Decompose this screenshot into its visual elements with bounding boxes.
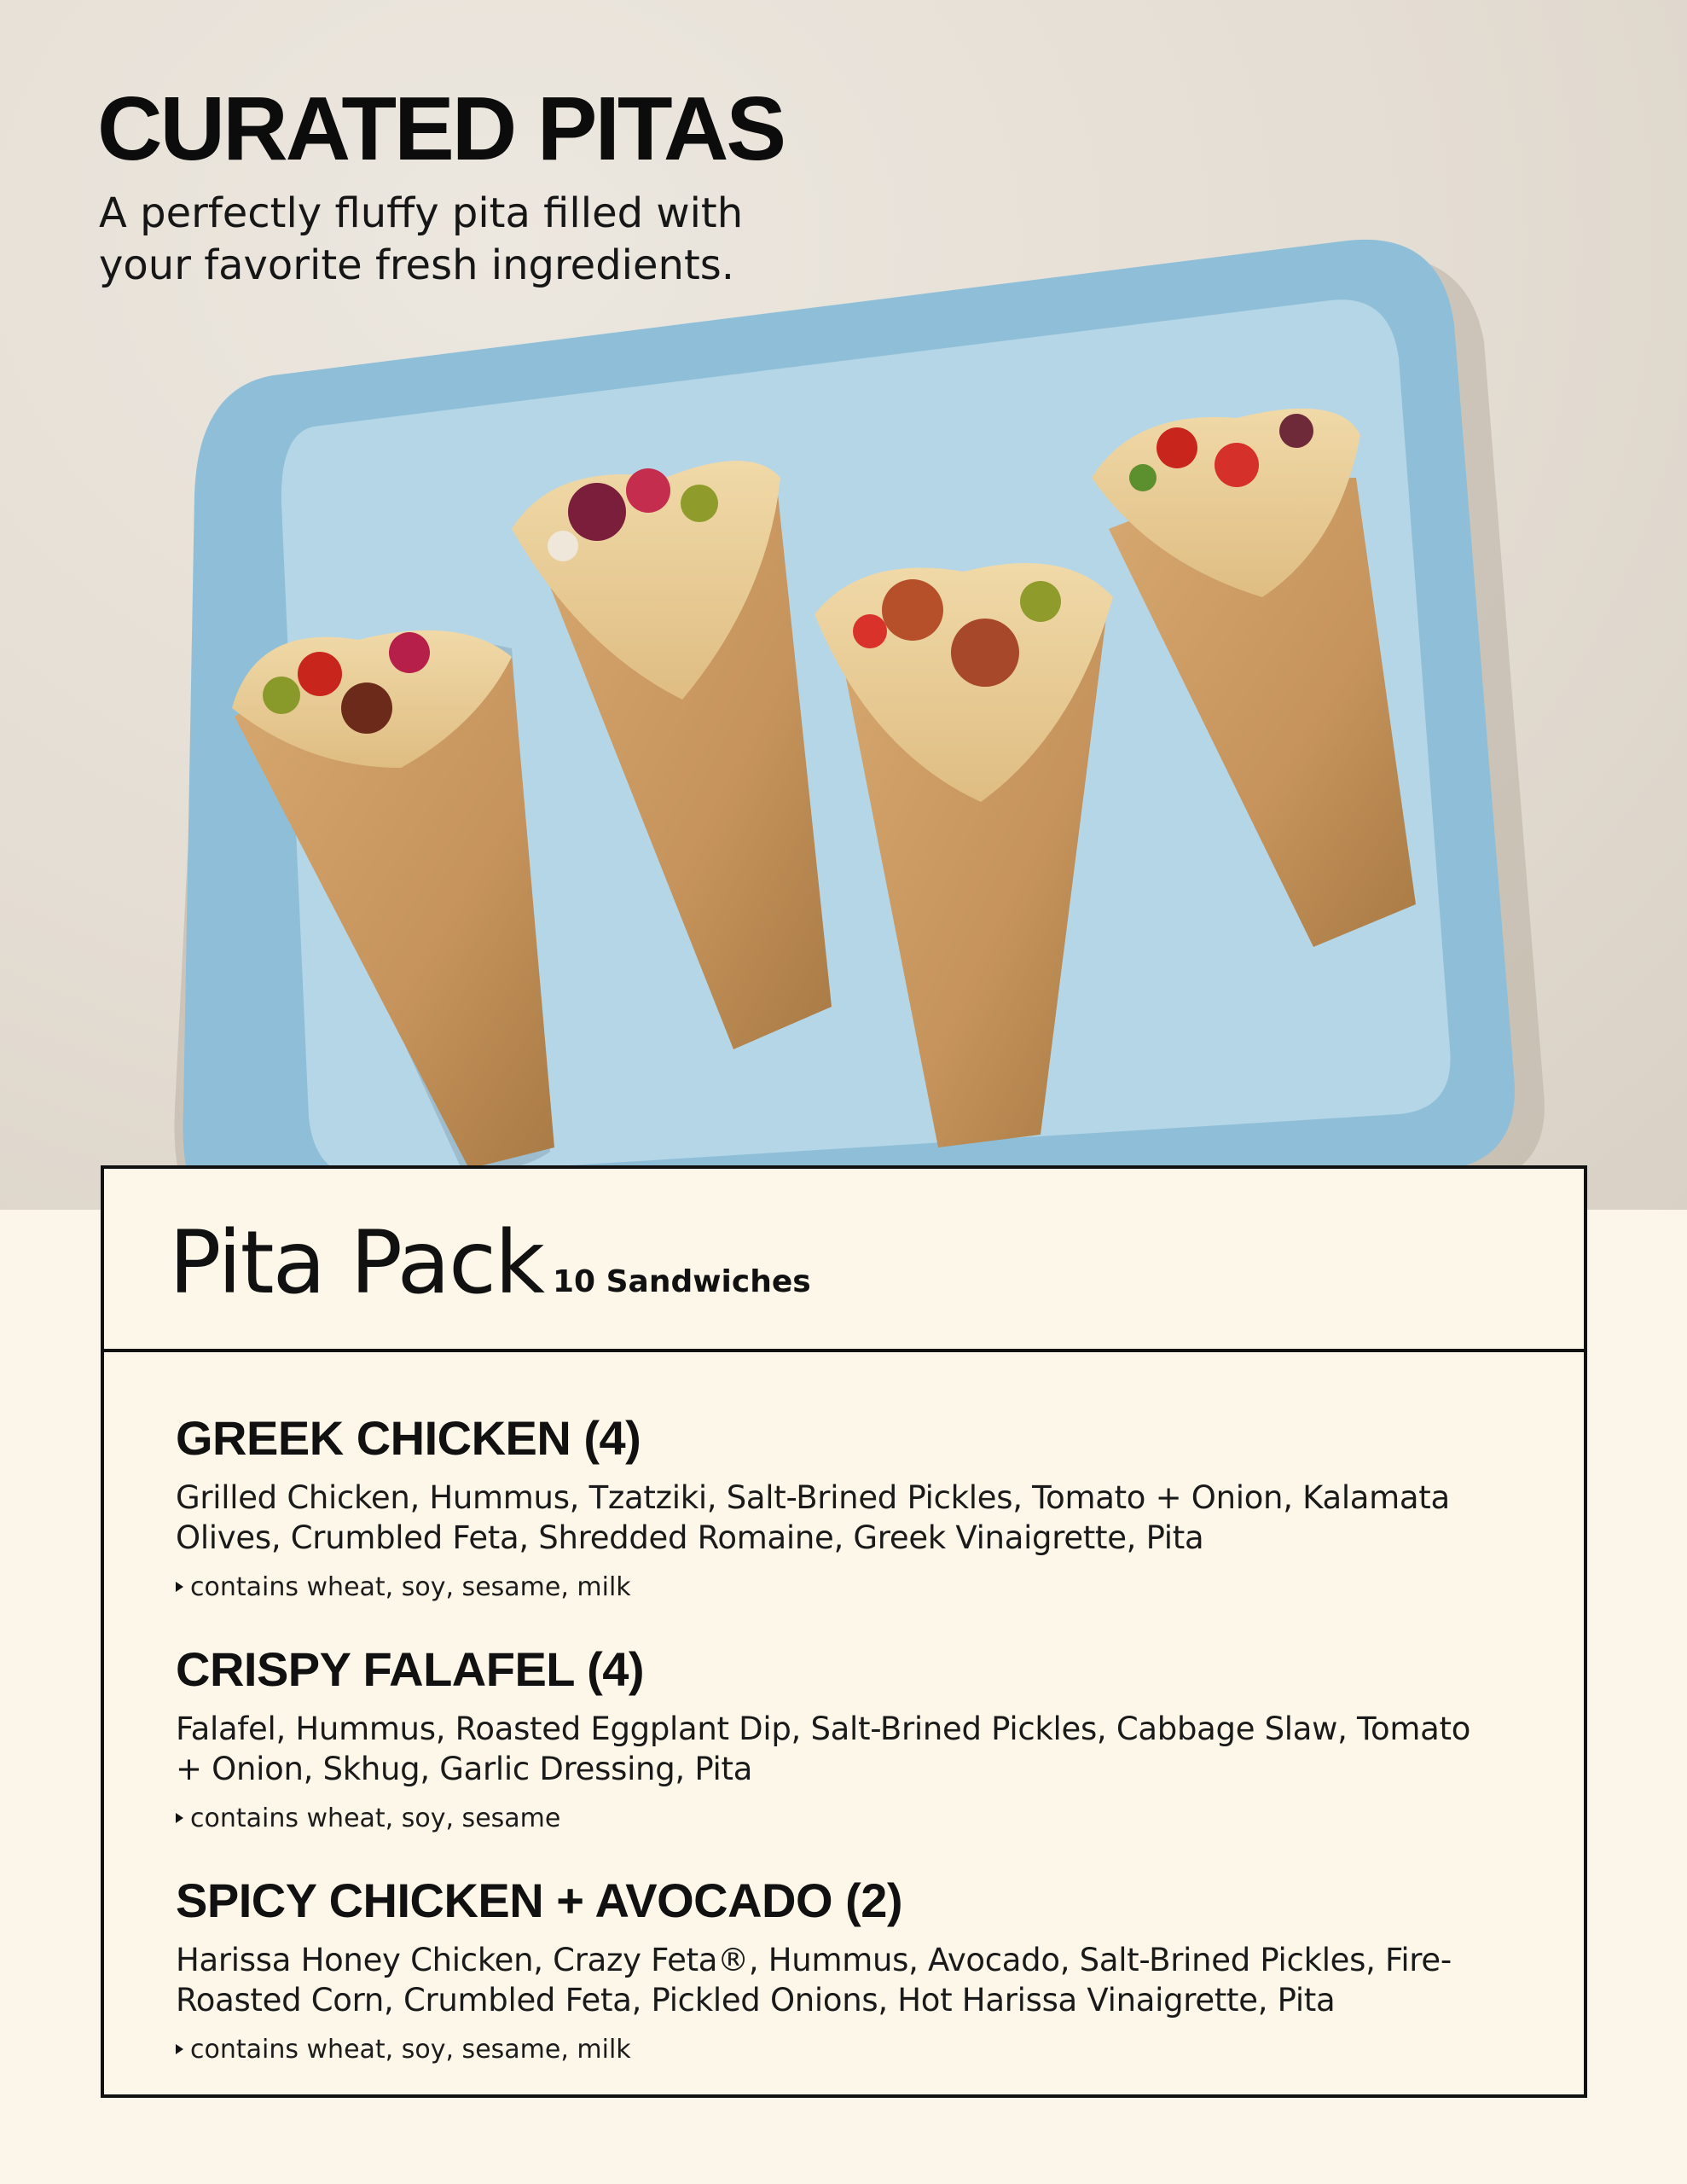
page-title: CURATED PITAS xyxy=(97,78,785,179)
bullet-triangle-icon xyxy=(176,2044,183,2054)
allergen-text: contains wheat, soy, sesame, milk xyxy=(190,1572,631,1602)
allergen-text: contains wheat, soy, sesame, milk xyxy=(190,2035,631,2065)
menu-item-ingredients: Falafel, Hummus, Roasted Eggplant Dip, Salt-Brined Pickles, Cabbage Slaw, Tomato + Onion, Skhug, Garlic Dressing, Pita xyxy=(176,1711,1471,1787)
menu-item-crispy-falafel xyxy=(176,1641,1506,1835)
menu-item-allergens xyxy=(176,1571,1506,1604)
menu-item-name: CRISPY FALAFEL (4) xyxy=(176,1642,645,1696)
page-subtitle: A perfectly fluffy pita filled with your favorite fresh ingredients. xyxy=(99,189,744,289)
allergen-text: contains wheat, soy, sesame xyxy=(190,1804,561,1833)
menu-card xyxy=(101,1165,1587,2098)
menu-item-ingredients: Harissa Honey Chicken, Crazy Feta®, Hummus, Avocado, Salt-Brined Pickles, Fire-Roasted Corn, Crumbled Feta, Pickled Onions, Hot Harissa Vinaigrette, Pita xyxy=(176,1942,1452,2018)
menu-item-allergens xyxy=(176,1803,1506,1835)
bullet-triangle-icon xyxy=(176,1582,183,1592)
menu-item-ingredients: Grilled Chicken, Hummus, Tzatziki, Salt-Brined Pickles, Tomato + Onion, Kalamata Olives, Crumbled Feta, Shredded Romaine, Greek Vinaigrette, Pita xyxy=(176,1479,1450,1556)
menu-item-spicy-chicken-avocado xyxy=(176,1872,1506,2066)
menu-item-name: GREEK CHICKEN (4) xyxy=(176,1411,641,1465)
pack-count: 10 Sandwiches xyxy=(553,1264,811,1299)
bullet-triangle-icon xyxy=(176,1813,183,1823)
menu-item-name: SPICY CHICKEN + AVOCADO (2) xyxy=(176,1873,903,1927)
menu-card-header xyxy=(104,1169,1584,1352)
pack-title: Pita Pack xyxy=(169,1212,544,1314)
menu-item-allergens xyxy=(176,2034,1506,2066)
menu-item-greek-chicken xyxy=(176,1409,1506,1604)
menu-item-list xyxy=(176,1409,1506,2103)
